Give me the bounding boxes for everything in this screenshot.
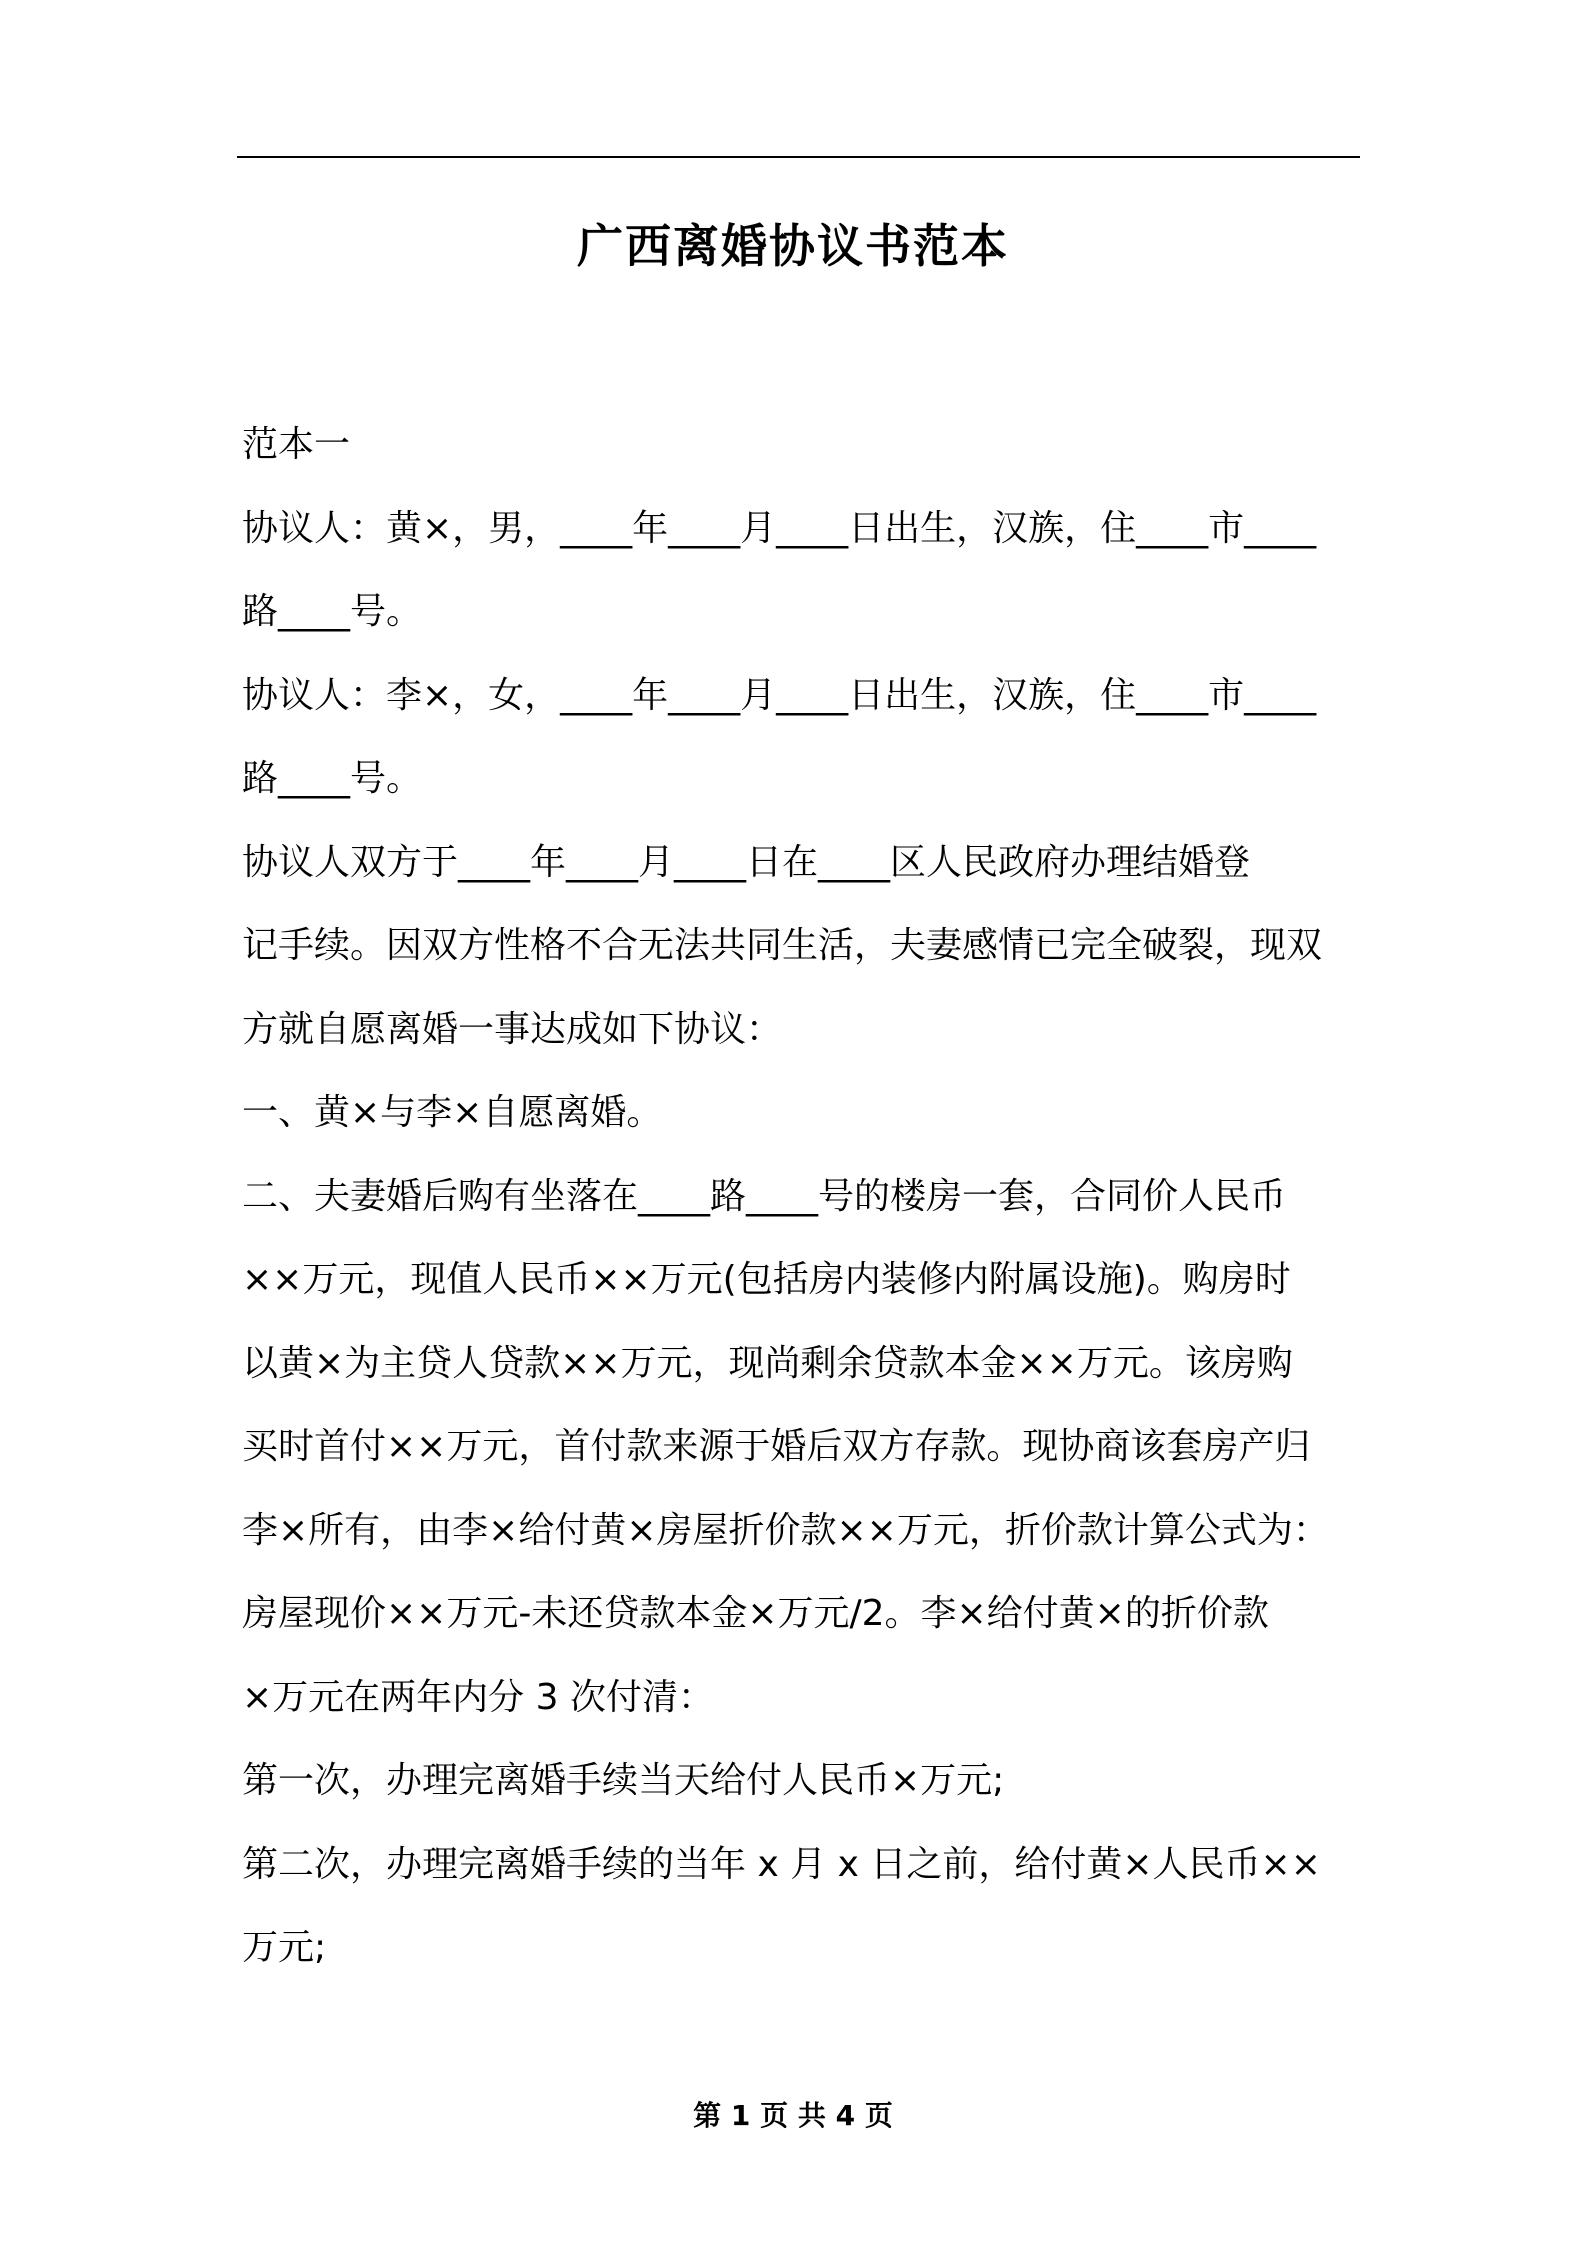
page-number: 第 1 页 共 4 页 — [693, 2099, 893, 2132]
paragraph-line: 方就自愿离婚一事达成如下协议： — [242, 1008, 783, 1050]
paragraph-line: ××万元，现值人民币××万元(包括房内装修内附属设施)。购房时 — [242, 1259, 1291, 1300]
paragraph-line: 万元; — [242, 1927, 327, 1968]
paragraph-line: 记手续。因双方性格不合无法共同生活，夫妻感情已完全破裂，现双 — [242, 925, 1323, 966]
paragraph-line: 路____号。 — [242, 758, 423, 799]
paragraph-line: 协议人：李×，女，____年____月____日出生，汉族，住____市____ — [242, 674, 1317, 716]
paragraph-line: 第一次，办理完离婚手续当天给付人民币×万元; — [242, 1760, 1005, 1801]
paragraph-line: 房屋现价××万元-未还贷款本金×万元/2。李×给付黄×的折价款 — [242, 1593, 1269, 1634]
paragraph-line: 协议人：黄×，男，____年____月____日出生，汉族，住____市____ — [242, 507, 1317, 549]
header-rule — [237, 156, 1360, 158]
paragraph-line: ×万元在两年内分 3 次付清： — [242, 1676, 714, 1718]
paragraph-line: 李×所有，由李×给付黄×房屋折价款××万元，折价款计算公式为： — [242, 1509, 1329, 1551]
paragraph-line: 以黄×为主贷人贷款××万元，现尚剩余贷款本金××万元。该房购 — [242, 1342, 1293, 1384]
paragraph-line: 第二次，办理完离婚手续的当年 x 月 x 日之前，给付黄×人民币×× — [242, 1843, 1321, 1885]
paragraph-line: 路____号。 — [242, 591, 423, 632]
section-heading: 范本一 — [242, 424, 351, 465]
paragraph-line: 一、黄×与李×自愿离婚。 — [242, 1092, 663, 1133]
document-body — [242, 403, 1360, 1990]
paragraph-line: 协议人双方于____年____月____日在____区人民政府办理结婚登 — [242, 841, 1251, 883]
paragraph-line: 二、夫妻婚后购有坐落在____路____号的楼房一套，合同价人民币 — [242, 1175, 1287, 1217]
paragraph-line: 买时首付××万元，首付款来源于婚后双方存款。现协商该套房产归 — [242, 1426, 1311, 1467]
document-title: 广西离婚协议书范本 — [577, 219, 1009, 273]
